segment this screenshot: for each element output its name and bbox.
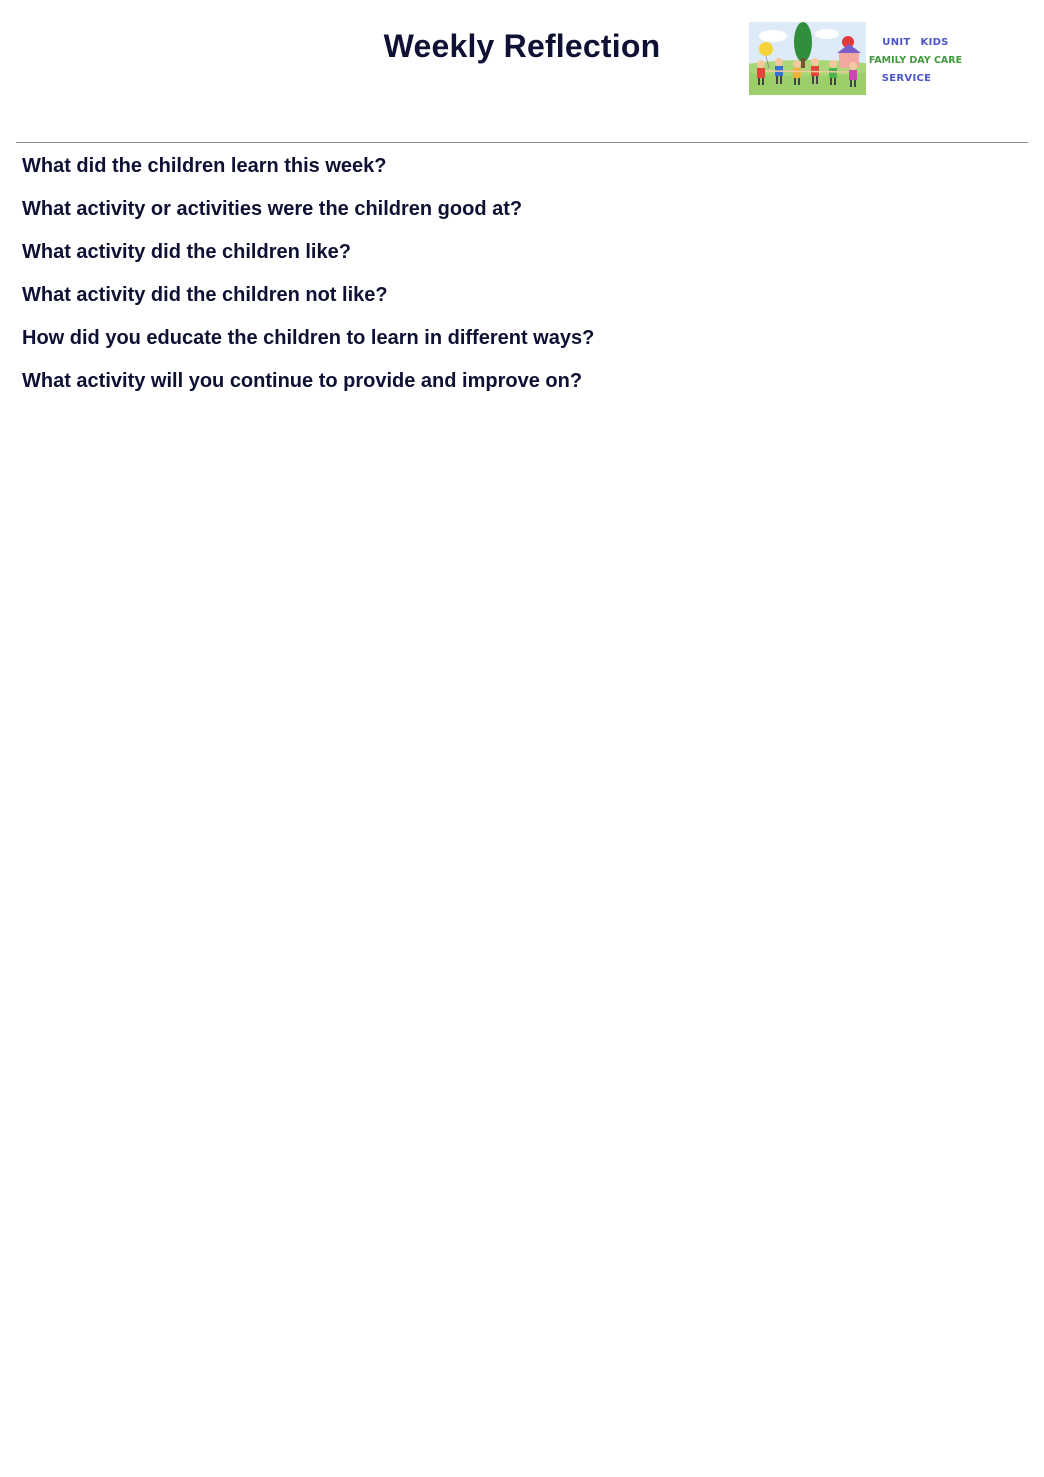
question-item: What activity did the children not like?	[22, 284, 388, 306]
question-item: What did the children learn this week?	[22, 155, 387, 177]
family-day-care-logo	[749, 22, 965, 96]
question-item: How did you educate the children to learn in different ways?	[22, 327, 595, 349]
logo-text	[866, 34, 965, 88]
question-item: What activity or activities were the children good at?	[22, 198, 523, 220]
header-divider	[16, 142, 1028, 143]
logo-line-service: SERVICE	[881, 73, 932, 84]
question-item: What activity will you continue to provide and improve on?	[22, 370, 583, 392]
logo-line-unit-kids: UNIT KIDS	[882, 37, 949, 48]
page-title: Weekly Reflection	[383, 28, 661, 64]
reflection-questions	[22, 152, 594, 410]
logo-line-family-day-care: FAMILY DAY CARE	[868, 55, 963, 66]
children-playing-illustration-icon	[749, 22, 866, 95]
question-item: What activity did the children like?	[22, 241, 351, 263]
